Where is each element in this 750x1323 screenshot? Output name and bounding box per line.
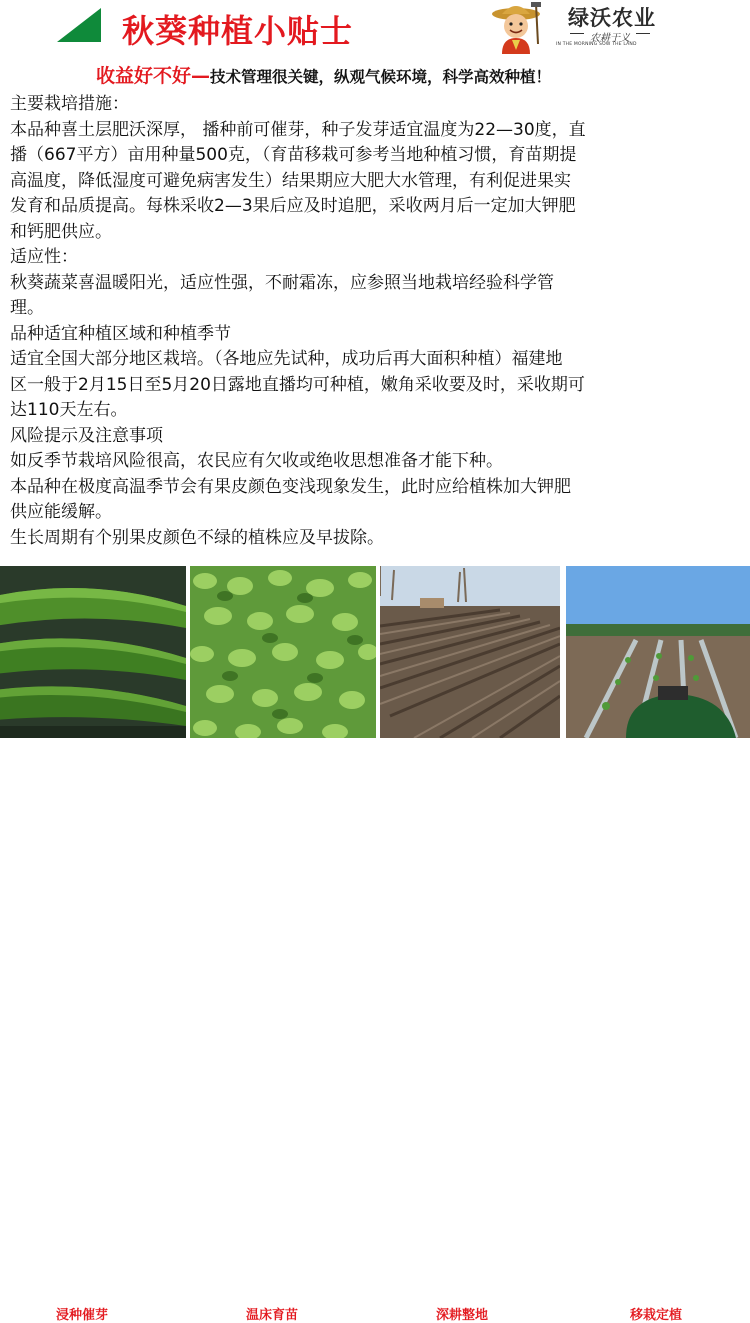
paragraph-line: 发育和品质提高。每株采收2—3果后应及时追肥，采收两月后一定加大钾肥 — [10, 196, 576, 216]
photo-caption: 深耕整地 — [436, 1308, 489, 1323]
paragraph-line: 区一般于2月15日至5月20日露地直播均可种植，嫩角采收要及时，采收期可 — [10, 374, 585, 395]
paragraph-line: 如反季节栽培风险很高，农民应有欠收或绝收思想准备才能下种。 — [10, 451, 503, 471]
section-heading: 品种适宜种植区域和种植季节 — [10, 323, 231, 344]
header — [0, 0, 750, 52]
paragraph-line: 和钙肥供应。 — [10, 221, 112, 242]
brand-logo — [486, 0, 716, 50]
plowed-field-photo — [380, 566, 560, 738]
brand-slogan: 农耕于义 — [590, 33, 630, 44]
photo-caption: 温床育苗 — [246, 1308, 299, 1323]
section-heading: 主要栽培措施： — [10, 94, 129, 114]
paragraph-line: 适宜全国大部分地区栽培。（各地应先试种，成功后再大面积种植）福建地 — [10, 349, 563, 369]
photo-captions — [0, 1304, 750, 1323]
section-heading: 适应性： — [10, 247, 78, 267]
paragraph-line: 供应能缓解。 — [10, 502, 112, 522]
paragraph-line: 达110天左右。 — [10, 400, 128, 420]
photo-caption: 浸种催芽 — [56, 1308, 109, 1323]
content-body — [10, 92, 740, 551]
brand-divider — [636, 33, 650, 34]
seedling-bed-photo — [190, 566, 376, 738]
paragraph-line: 播（667平方）亩用种量500克，（育苗移栽可参考当地种植习惯，育苗期提 — [10, 145, 577, 165]
tagline-text: 技术管理很关键，纵观气候环境，科学高效种植！ — [210, 68, 552, 86]
photo-caption: 移栽定植 — [630, 1308, 683, 1323]
photo-strip — [0, 566, 750, 1323]
page-title: 秋葵种植小贴士 — [122, 12, 354, 50]
brand-english-slogan: IN THE MORNING SOW THE LAND — [556, 42, 637, 47]
paragraph-line: 本品种喜土层肥沃深厚， 播种前可催芽，种子发芽适宜温度为22—30度，直 — [10, 119, 586, 140]
brand-divider — [570, 33, 584, 34]
paragraph-line: 本品种在极度高温季节会有果皮颜色变浅现象发生，此时应给植株加大钾肥 — [10, 476, 571, 497]
tagline — [96, 61, 551, 88]
paragraph-line: 秋葵蔬菜喜温暖阳光，适应性强，不耐霜冻，应参照当地栽培经验科学管 — [10, 272, 554, 293]
farmer-mascot-icon — [486, 0, 546, 54]
brand-name: 绿沃农业 — [568, 5, 656, 30]
transplant-field-photo — [566, 566, 750, 738]
okra-pods-photo — [0, 566, 186, 738]
green-triangle-decoration — [57, 8, 101, 42]
paragraph-line: 生长周期有个别果皮颜色不绿的植株应及早拔除。 — [10, 527, 384, 548]
paragraph-line: 理。 — [10, 298, 44, 318]
paragraph-line: 高温度，降低湿度可避免病害发生）结果期应大肥大水管理，有利促进果实 — [10, 170, 571, 191]
section-heading: 风险提示及注意事项 — [10, 425, 163, 446]
tagline-highlight: 收益好不好— — [96, 65, 211, 87]
